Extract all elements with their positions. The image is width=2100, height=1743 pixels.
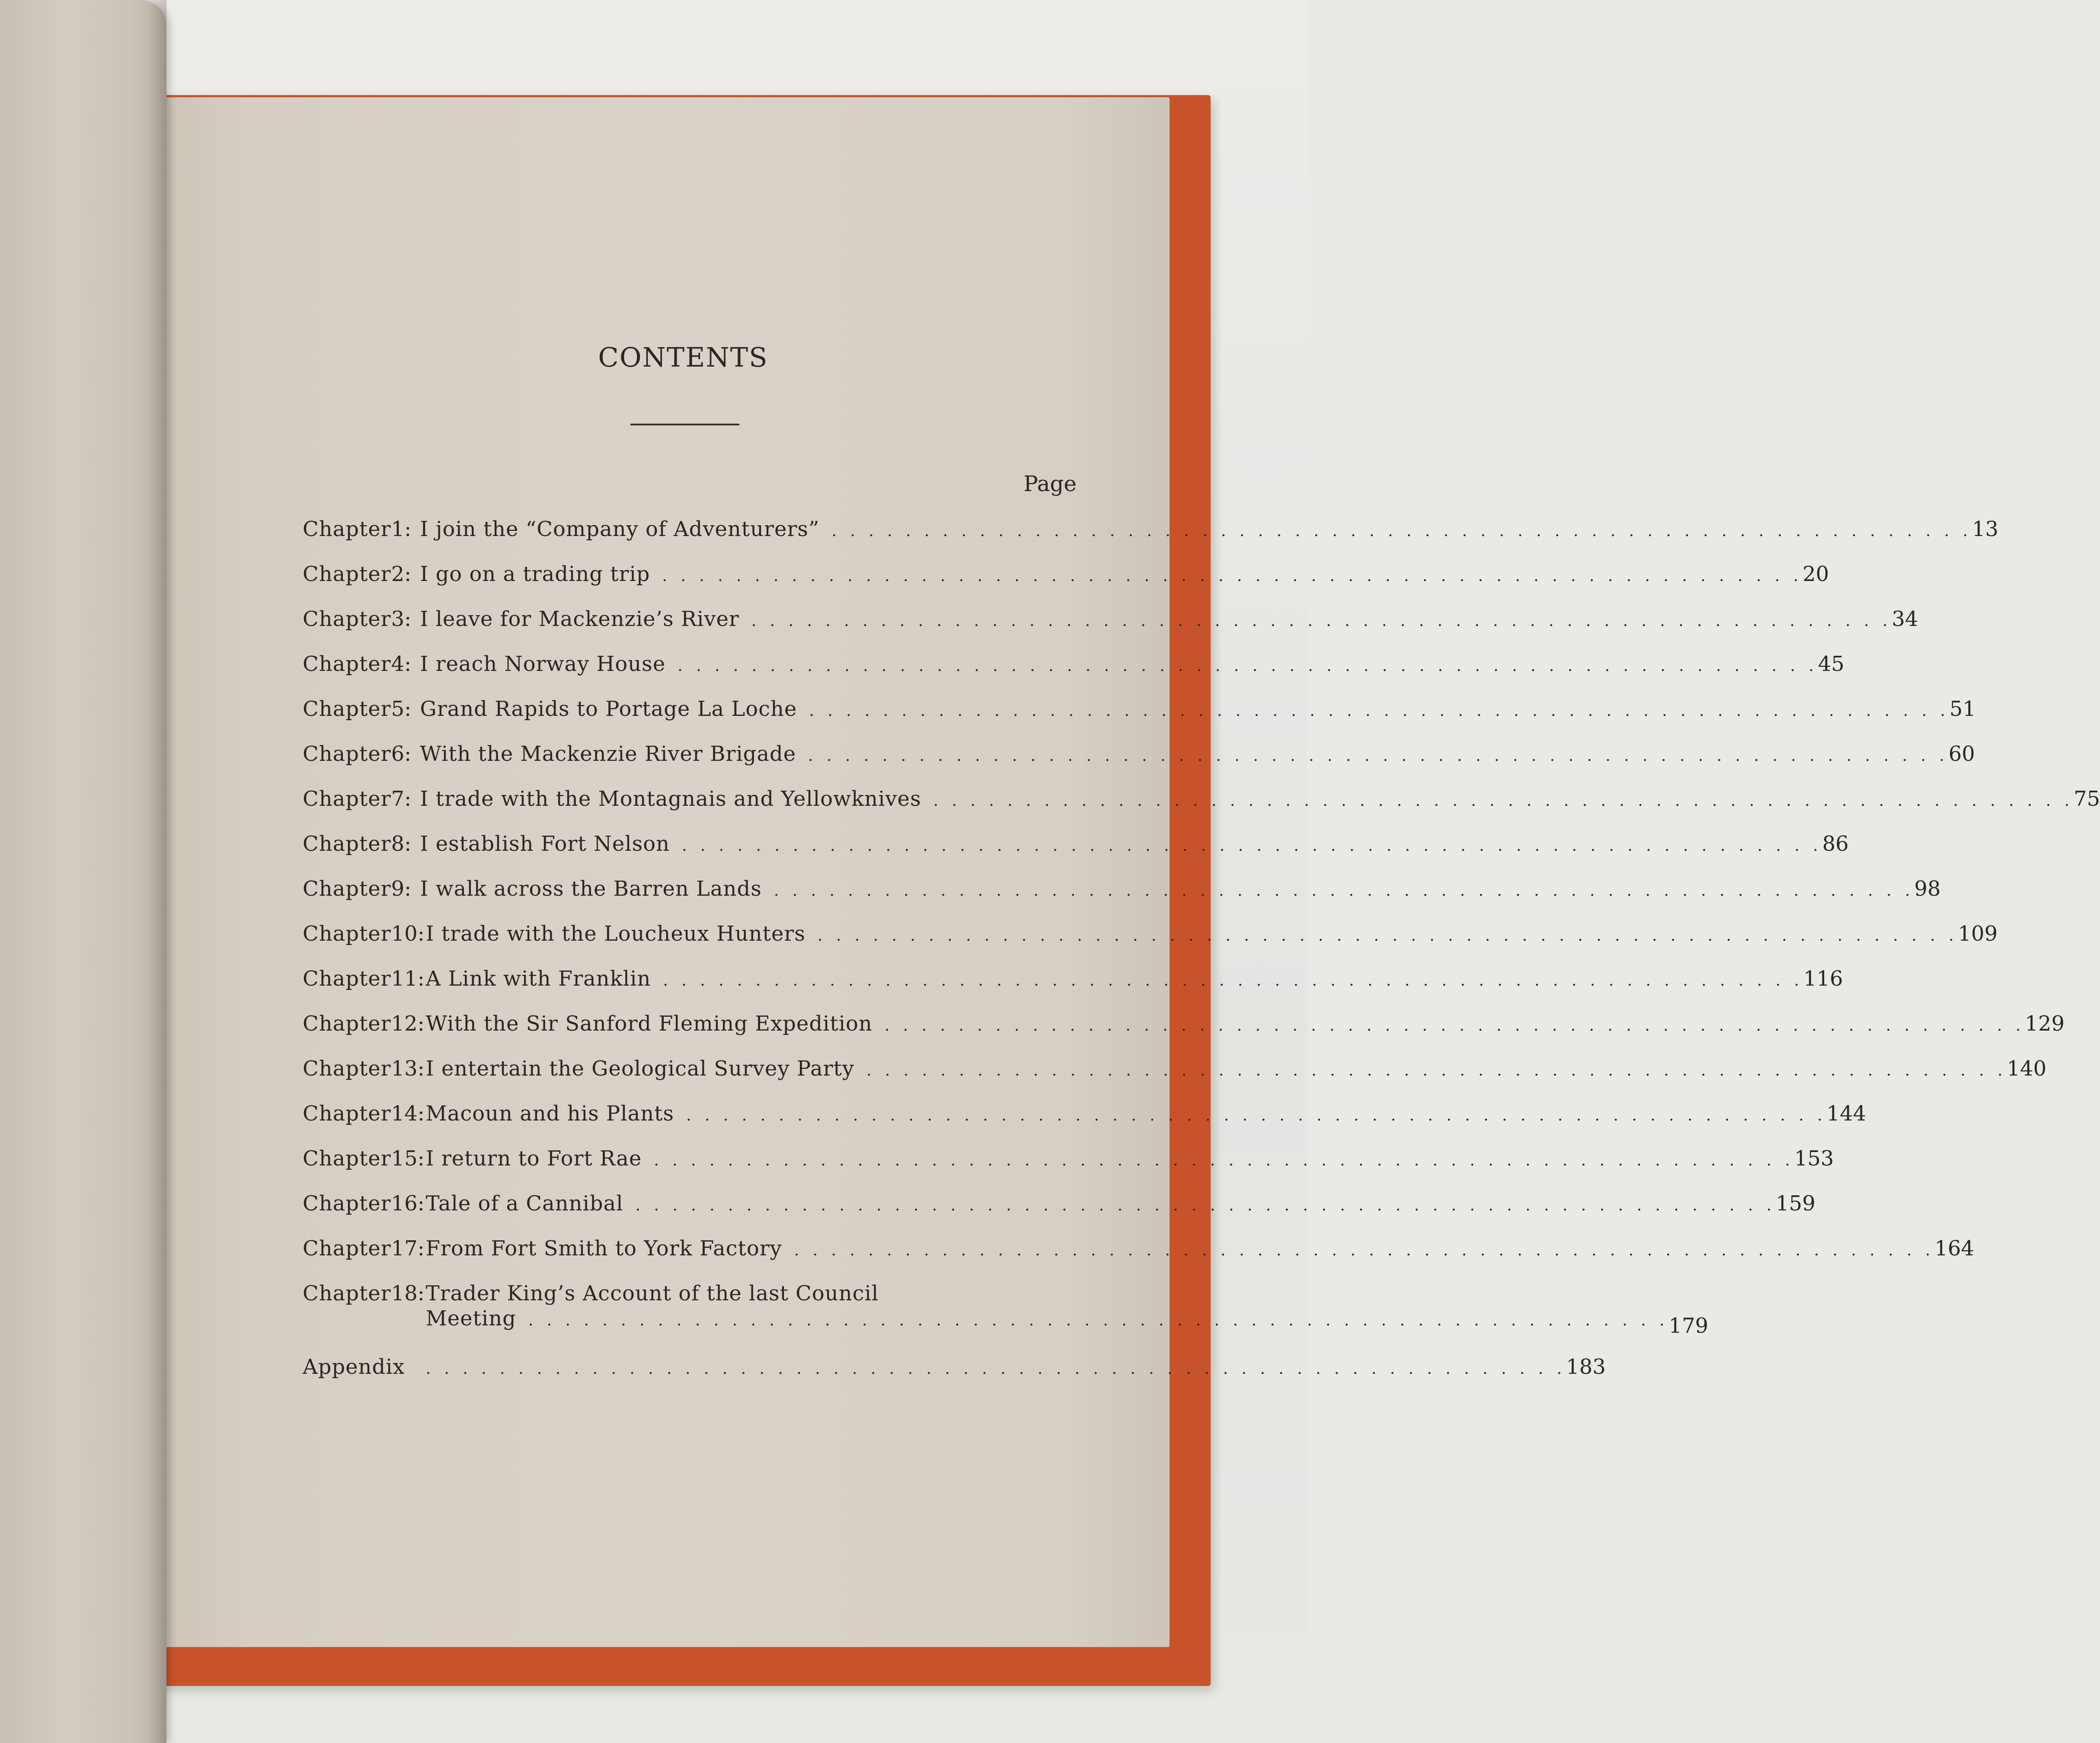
toc-entry-page: 116 <box>1803 967 1843 991</box>
title-rule <box>630 424 739 425</box>
toc-entry-title <box>417 1136 1794 1183</box>
toc-entry-title-text: I establish Fort Nelson <box>420 832 670 856</box>
toc-entry-label: Chapter <box>303 1236 391 1261</box>
toc-entry-number: 14: <box>391 1101 425 1126</box>
dot-leader: . . . . . . . . . . . . . . . . . . . . . . . . . . . . . . . . . . . . . . . . . . . . . . . . . . . . . . . . . . . . . . <box>635 1197 1776 1214</box>
toc-entry-appendix[interactable] <box>303 1344 1606 1389</box>
dot-leader: . . . . . . . . . . . . . . . . . . . . . . . . . . . . . . . . . . . . . . . . . . . . . . . . . . . . . . . . . . . . . . <box>528 1312 1669 1329</box>
toc-entry-number: 10: <box>391 922 425 946</box>
toc-entry-3[interactable] <box>303 597 1918 642</box>
toc-entry-label: Chapter <box>303 652 391 676</box>
facing-page <box>0 0 166 1743</box>
toc-entry-title <box>411 507 1972 554</box>
toc-entry-number: 8: <box>391 832 412 856</box>
toc-entry-label: Chapter <box>303 697 391 721</box>
toc-entry-number: 1: <box>391 517 412 541</box>
dot-leader: . . . . . . . . . . . . . . . . . . . . . . . . . . . . . . . . . . . . . . . . . . . . . . . . . . . . . . . . . . . . . . <box>866 1062 2007 1079</box>
toc-entry-title <box>411 821 1822 868</box>
toc-entry-page: 153 <box>1794 1146 1834 1171</box>
toc-entry-page: 144 <box>1826 1101 1867 1126</box>
toc-entry-title-text: I entertain the Geological Survey Party <box>425 1057 854 1081</box>
dot-leader: . . . . . . . . . . . . . . . . . . . . . . . . . . . . . . . . . . . . . . . . . . . . . . . . . . . . . . . . . . . . . . <box>751 612 1892 630</box>
toc-entry-page: 140 <box>2007 1057 2047 1081</box>
toc-entry-title-text: I trade with the Loucheux Hunters <box>425 922 805 946</box>
dot-leader: . . . . . . . . . . . . . . . . . . . . . . . . . . . . . . . . . . . . . . . . . . . . . . . . . . . . . . . . . . . . . . <box>933 792 2074 810</box>
dot-leader: . . . . . . . . . . . . . . . . . . . . . . . . . . . . . . . . . . . . . . . . . . . . . . . . . . . . . . . . . . . . . . <box>682 837 1822 855</box>
dot-leader: . . . . . . . . . . . . . . . . . . . . . . . . . . . . . . . . . . . . . . . . . . . . . . . . . . . . . . . . . . . . . . <box>686 1107 1827 1124</box>
toc-entry-1[interactable] <box>303 507 1999 552</box>
dot-leader: . . . . . . . . . . . . . . . . . . . . . . . . . . . . . . . . . . . . . . . . . . . . . . . . . . . . . . . . . . . . . . <box>794 1242 1935 1259</box>
toc-entry-page: 34 <box>1892 607 1918 631</box>
toc-entry-4[interactable] <box>303 642 1844 686</box>
toc-entry-2[interactable] <box>303 552 1829 597</box>
toc-entry-title <box>411 597 1892 644</box>
dot-leader: . . . . . . . . . . . . . . . . . . . . . . . . . . . . . . . . . . . . . . . . . . . . . . . . . . . . . . . . . . . . . . <box>425 1360 1566 1378</box>
toc-entry-number: 5: <box>391 697 412 721</box>
toc-entry-7[interactable] <box>303 776 2100 821</box>
toc-entry-title <box>417 1276 1669 1333</box>
toc-entry-12[interactable] <box>303 1001 2065 1046</box>
toc-entry-label: Chapter <box>303 832 391 856</box>
toc-entry-label: Chapter <box>303 742 391 766</box>
toc-entry-label: Chapter <box>303 967 391 991</box>
toc-entry-label: Chapter <box>303 1146 391 1171</box>
dot-leader: . . . . . . . . . . . . . . . . . . . . . . . . . . . . . . . . . . . . . . . . . . . . . . . . . . . . . . . . . . . . . . <box>662 567 1803 585</box>
toc-entry-title <box>411 686 1950 734</box>
toc-entry-label: Chapter <box>303 517 391 541</box>
toc-entry-number: 13: <box>391 1057 425 1081</box>
table-of-contents <box>303 507 2100 1389</box>
toc-entry-number: 15: <box>391 1146 425 1171</box>
toc-entry-number: 3: <box>391 607 412 631</box>
page-column-heading: Page <box>1023 471 1077 496</box>
toc-entry-18[interactable] <box>303 1271 1709 1344</box>
toc-entry-number: 16: <box>391 1191 425 1216</box>
toc-entry-label: Chapter <box>303 562 391 586</box>
toc-entry-title <box>417 1091 1827 1138</box>
toc-entry-title <box>417 956 1803 1003</box>
toc-entry-title <box>417 1226 1935 1273</box>
toc-entry-title-text: With the Mackenzie River Brigade <box>420 742 796 766</box>
toc-entry-title-text: I leave for Mackenzie’s River <box>420 607 739 631</box>
toc-entry-page: 159 <box>1776 1191 1816 1216</box>
toc-entry-number: 6: <box>391 742 412 766</box>
toc-entry-page: 75 <box>2074 787 2100 811</box>
toc-entry-title <box>417 1181 1776 1228</box>
toc-entry-11[interactable] <box>303 956 1843 1001</box>
toc-entry-13[interactable] <box>303 1046 2047 1091</box>
dot-leader: . . . . . . . . . . . . . . . . . . . . . . . . . . . . . . . . . . . . . . . . . . . . . . . . . . . . . . . . . . . . . . <box>884 1017 2025 1034</box>
toc-entry-title <box>411 642 1818 689</box>
toc-entry-page: 20 <box>1803 562 1829 586</box>
toc-entry-6[interactable] <box>303 731 1975 776</box>
dot-leader: . . . . . . . . . . . . . . . . . . . . . . . . . . . . . . . . . . . . . . . . . . . . . . . . . . . . . . . . . . . . . . <box>678 657 1818 675</box>
toc-entry-page: 164 <box>1934 1236 1974 1261</box>
toc-entry-number: 9: <box>391 877 412 901</box>
toc-entry-title <box>411 776 2074 824</box>
dot-leader: . . . . . . . . . . . . . . . . . . . . . . . . . . . . . . . . . . . . . . . . . . . . . . . . . . . . . . . . . . . . . . <box>831 522 1972 540</box>
toc-entry-title-text: I reach Norway House <box>420 652 666 676</box>
toc-entry-title-text: With the Sir Sanford Fleming Expedition <box>425 1012 873 1036</box>
toc-entry-title-text: I join the “Company of Adventurers” <box>420 517 820 541</box>
toc-entry-16[interactable] <box>303 1181 1816 1226</box>
toc-entry-8[interactable] <box>303 821 1849 866</box>
toc-entry-page: 109 <box>1958 922 1998 946</box>
dot-leader: . . . . . . . . . . . . . . . . . . . . . . . . . . . . . . . . . . . . . . . . . . . . . . . . . . . . . . . . . . . . . . <box>774 882 1915 900</box>
toc-entry-number: 2: <box>391 562 412 586</box>
dot-leader: . . . . . . . . . . . . . . . . . . . . . . . . . . . . . . . . . . . . . . . . . . . . . . . . . . . . . . . . . . . . . . <box>654 1152 1794 1169</box>
toc-entry-page: 13 <box>1972 517 1999 541</box>
toc-entry-title-text: Grand Rapids to Portage La Loche <box>420 697 797 721</box>
toc-entry-title <box>417 1046 2007 1093</box>
toc-entry-page: 51 <box>1949 697 1976 721</box>
dot-leader: . . . . . . . . . . . . . . . . . . . . . . . . . . . . . . . . . . . . . . . . . . . . . . . . . . . . . . . . . . . . . . <box>808 747 1949 765</box>
toc-entry-page: 45 <box>1818 652 1844 676</box>
toc-entry-title <box>417 1001 2025 1048</box>
toc-entry-title-line1: Trader King’s Account of the last Council <box>425 1281 879 1306</box>
toc-entry-page: 86 <box>1822 832 1849 856</box>
toc-entry-label: Chapter <box>303 1012 391 1036</box>
toc-entry-page: 98 <box>1914 877 1941 901</box>
toc-entry-title-text: I trade with the Montagnais and Yellowknives <box>420 787 921 811</box>
toc-entry-number: 11: <box>391 967 425 991</box>
dot-leader: . . . . . . . . . . . . . . . . . . . . . . . . . . . . . . . . . . . . . . . . . . . . . . . . . . . . . . . . . . . . . . <box>663 972 1803 990</box>
toc-entry-title <box>414 1347 1566 1392</box>
dot-leader: . . . . . . . . . . . . . . . . . . . . . . . . . . . . . . . . . . . . . . . . . . . . . . . . . . . . . . . . . . . . . . <box>809 702 1950 720</box>
toc-entry-title-text: From Fort Smith to York Factory <box>425 1236 782 1261</box>
page-title: CONTENTS <box>598 342 768 373</box>
toc-entry-label: Chapter <box>303 1101 391 1126</box>
toc-entry-14[interactable] <box>303 1091 1867 1136</box>
toc-entry-label: Chapter <box>303 1281 391 1306</box>
toc-entry-10[interactable] <box>303 911 1998 956</box>
toc-entry-title <box>411 866 1914 913</box>
toc-entry-title <box>411 552 1803 599</box>
toc-entry-17[interactable] <box>303 1226 1974 1271</box>
toc-entry-title <box>417 911 1958 958</box>
toc-entry-title-text: I go on a trading trip <box>420 562 650 586</box>
toc-entry-page: 183 <box>1566 1355 1606 1379</box>
toc-entry-title-text: I return to Fort Rae <box>425 1146 642 1171</box>
toc-entry-5[interactable] <box>303 686 1976 731</box>
toc-entry-title <box>411 731 1948 779</box>
toc-entry-page: 179 <box>1668 1314 1709 1338</box>
toc-entry-label: Appendix <box>303 1355 405 1379</box>
toc-entry-label: Chapter <box>303 787 391 811</box>
toc-entry-9[interactable] <box>303 866 1941 911</box>
toc-entry-number: 17: <box>391 1236 425 1261</box>
toc-entry-15[interactable] <box>303 1136 1834 1181</box>
toc-entry-number: 12: <box>391 1012 425 1036</box>
toc-entry-title-line2: Meeting <box>425 1306 516 1331</box>
toc-entry-title-text: Macoun and his Plants <box>425 1101 674 1126</box>
toc-entry-title-text: A Link with Franklin <box>425 967 651 991</box>
toc-entry-page: 60 <box>1948 742 1975 766</box>
toc-entry-title-text: I walk across the Barren Lands <box>420 877 762 901</box>
toc-entry-number: 18: <box>391 1281 425 1306</box>
toc-entry-label: Chapter <box>303 922 391 946</box>
toc-entry-number: 4: <box>391 652 412 676</box>
toc-entry-title-text: Tale of a Cannibal <box>425 1191 623 1216</box>
toc-entry-label: Chapter <box>303 607 391 631</box>
toc-entry-label: Chapter <box>303 1057 391 1081</box>
toc-entry-label: Chapter <box>303 877 391 901</box>
toc-entry-number: 7: <box>391 787 412 811</box>
toc-entry-page: 129 <box>2025 1012 2065 1036</box>
dot-leader: . . . . . . . . . . . . . . . . . . . . . . . . . . . . . . . . . . . . . . . . . . . . . . . . . . . . . . . . . . . . . . <box>817 927 1958 945</box>
toc-entry-label: Chapter <box>303 1191 391 1216</box>
